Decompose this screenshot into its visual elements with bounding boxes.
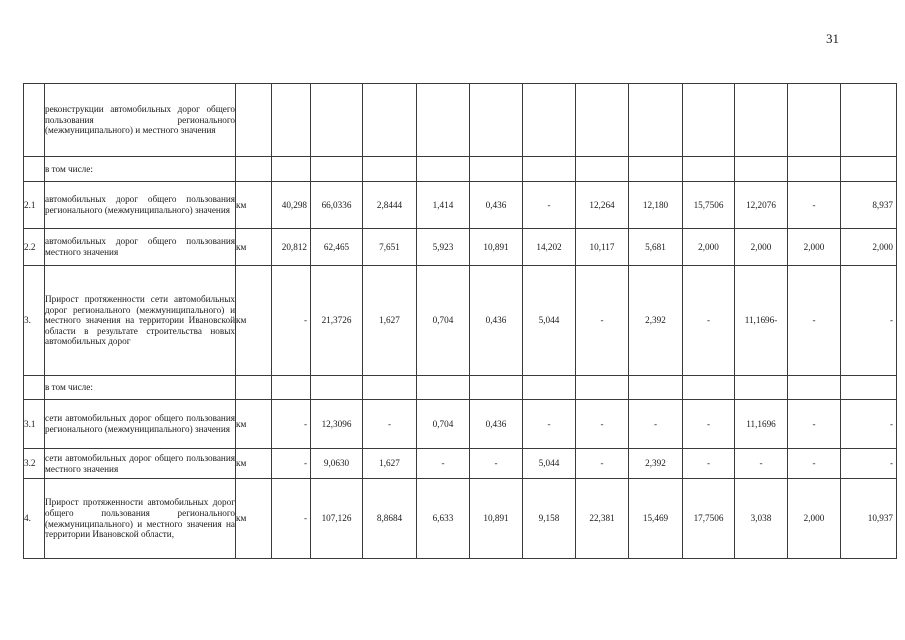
value-cell bbox=[576, 376, 629, 400]
value-cell bbox=[523, 157, 576, 182]
value-cell: 62,465 bbox=[311, 229, 363, 266]
value-cell bbox=[311, 84, 363, 157]
row-unit-cell: км bbox=[236, 182, 272, 229]
value-cell: - bbox=[576, 266, 629, 376]
row-unit-cell: км bbox=[236, 229, 272, 266]
row-description-cell: автомобильных дорог общего пользования регионального (межмуниципального) значения bbox=[45, 182, 236, 229]
value-cell: 2,000 bbox=[788, 479, 841, 559]
row-number-cell bbox=[24, 376, 45, 400]
value-cell: 22,381 bbox=[576, 479, 629, 559]
value-cell: - bbox=[841, 266, 897, 376]
value-cell bbox=[841, 84, 897, 157]
value-cell: - bbox=[735, 449, 788, 479]
value-cell: 14,202 bbox=[523, 229, 576, 266]
value-cell: - bbox=[272, 449, 311, 479]
table-row bbox=[24, 376, 897, 400]
value-cell: 15,7506 bbox=[683, 182, 735, 229]
row-unit-cell bbox=[236, 157, 272, 182]
value-cell: - bbox=[272, 479, 311, 559]
value-cell: - bbox=[523, 182, 576, 229]
row-unit-cell: км bbox=[236, 479, 272, 559]
value-cell: 12,2076 bbox=[735, 182, 788, 229]
value-cell bbox=[841, 376, 897, 400]
table-row bbox=[24, 449, 897, 479]
row-unit-cell bbox=[236, 84, 272, 157]
value-cell: - bbox=[363, 400, 417, 449]
value-cell bbox=[683, 84, 735, 157]
value-cell bbox=[311, 157, 363, 182]
value-cell bbox=[523, 376, 576, 400]
row-number-cell bbox=[24, 157, 45, 182]
row-description-cell: сети автомобильных дорог общего пользования регионального (межмуниципального) значения bbox=[45, 400, 236, 449]
value-cell bbox=[841, 157, 897, 182]
value-cell: - bbox=[683, 400, 735, 449]
table-row bbox=[24, 157, 897, 182]
row-number-cell: 4. bbox=[24, 479, 45, 559]
value-cell bbox=[272, 157, 311, 182]
value-cell: 12,3096 bbox=[311, 400, 363, 449]
value-cell bbox=[735, 157, 788, 182]
value-cell: 10,891 bbox=[470, 479, 523, 559]
value-cell bbox=[311, 376, 363, 400]
value-cell bbox=[629, 376, 683, 400]
value-cell: - bbox=[576, 400, 629, 449]
value-cell: 1,414 bbox=[417, 182, 470, 229]
value-cell bbox=[417, 157, 470, 182]
table-row bbox=[24, 182, 897, 229]
value-cell bbox=[683, 376, 735, 400]
row-number-cell: 3. bbox=[24, 266, 45, 376]
value-cell: 107,126 bbox=[311, 479, 363, 559]
value-cell: 0,436 bbox=[470, 182, 523, 229]
row-description-cell: в том числе: bbox=[45, 376, 236, 400]
value-cell: 8,937 bbox=[841, 182, 897, 229]
value-cell: 0,436 bbox=[470, 400, 523, 449]
value-cell: - bbox=[788, 449, 841, 479]
page-number: 31 bbox=[826, 31, 839, 46]
value-cell: 2,000 bbox=[788, 229, 841, 266]
value-cell bbox=[788, 157, 841, 182]
value-cell bbox=[417, 84, 470, 157]
value-cell: 2,392 bbox=[629, 449, 683, 479]
table-row bbox=[24, 266, 897, 376]
value-cell: 2,392 bbox=[629, 266, 683, 376]
row-number-cell: 2.2 bbox=[24, 229, 45, 266]
value-cell bbox=[470, 376, 523, 400]
value-cell: - bbox=[470, 449, 523, 479]
value-cell bbox=[470, 84, 523, 157]
value-cell: 0,436 bbox=[470, 266, 523, 376]
value-cell: - bbox=[272, 400, 311, 449]
value-cell: 8,8684 bbox=[363, 479, 417, 559]
row-unit-cell bbox=[236, 376, 272, 400]
table-row bbox=[24, 400, 897, 449]
value-cell bbox=[363, 157, 417, 182]
table-row bbox=[24, 84, 897, 157]
value-cell: 66,0336 bbox=[311, 182, 363, 229]
value-cell: 5,044 bbox=[523, 266, 576, 376]
value-cell bbox=[576, 84, 629, 157]
value-cell bbox=[683, 157, 735, 182]
row-unit-cell: км bbox=[236, 449, 272, 479]
value-cell: 3,038 bbox=[735, 479, 788, 559]
row-description-cell: в том числе: bbox=[45, 157, 236, 182]
value-cell: 11,1696 bbox=[735, 400, 788, 449]
row-number-cell: 2.1 bbox=[24, 182, 45, 229]
value-cell: 9,158 bbox=[523, 479, 576, 559]
value-cell bbox=[417, 376, 470, 400]
value-cell bbox=[363, 84, 417, 157]
value-cell: - bbox=[788, 400, 841, 449]
row-unit-cell: км bbox=[236, 400, 272, 449]
value-cell: - bbox=[683, 449, 735, 479]
value-cell: 5,681 bbox=[629, 229, 683, 266]
value-cell: - bbox=[788, 266, 841, 376]
table-row bbox=[24, 479, 897, 559]
value-cell: - bbox=[841, 400, 897, 449]
value-cell: 11,1696- bbox=[735, 266, 788, 376]
value-cell: 2,8444 bbox=[363, 182, 417, 229]
value-cell: 10,891 bbox=[470, 229, 523, 266]
value-cell: 2,000 bbox=[683, 229, 735, 266]
value-cell bbox=[576, 157, 629, 182]
value-cell bbox=[788, 84, 841, 157]
row-description-cell: Прирост протяженности сети автомобильных дорог регионального (межмуниципального) и местного значения на территории Ивановской области в результате строительства новых автомобильных дорог bbox=[45, 266, 236, 376]
value-cell bbox=[735, 376, 788, 400]
row-number-cell: 3.2 bbox=[24, 449, 45, 479]
value-cell: - bbox=[417, 449, 470, 479]
value-cell: 20,812 bbox=[272, 229, 311, 266]
value-cell: - bbox=[841, 449, 897, 479]
value-cell bbox=[272, 376, 311, 400]
value-cell: 5,923 bbox=[417, 229, 470, 266]
table-row bbox=[24, 229, 897, 266]
value-cell bbox=[363, 376, 417, 400]
value-cell: 12,180 bbox=[629, 182, 683, 229]
value-cell: 2,000 bbox=[841, 229, 897, 266]
value-cell bbox=[523, 84, 576, 157]
value-cell: 1,627 bbox=[363, 266, 417, 376]
value-cell: 9,0630 bbox=[311, 449, 363, 479]
value-cell: 15,469 bbox=[629, 479, 683, 559]
value-cell: - bbox=[629, 400, 683, 449]
row-number-cell: 3.1 bbox=[24, 400, 45, 449]
value-cell: 10,117 bbox=[576, 229, 629, 266]
value-cell: 21,3726 bbox=[311, 266, 363, 376]
value-cell: - bbox=[523, 400, 576, 449]
value-cell bbox=[735, 84, 788, 157]
value-cell: 2,000 bbox=[735, 229, 788, 266]
value-cell: - bbox=[683, 266, 735, 376]
value-cell bbox=[788, 376, 841, 400]
row-unit-cell: км bbox=[236, 266, 272, 376]
value-cell: 10,937 bbox=[841, 479, 897, 559]
value-cell bbox=[629, 84, 683, 157]
value-cell: 40,298 bbox=[272, 182, 311, 229]
value-cell: 5,044 bbox=[523, 449, 576, 479]
road-length-table bbox=[23, 83, 897, 559]
row-description-cell: автомобильных дорог общего пользования местного значения bbox=[45, 229, 236, 266]
value-cell: 17,7506 bbox=[683, 479, 735, 559]
value-cell: - bbox=[576, 449, 629, 479]
row-description-cell: Прирост протяженности автомобильных дорог общего пользования регионального (межмуниципального) и местного значения на территории Ивановской области, bbox=[45, 479, 236, 559]
value-cell bbox=[629, 157, 683, 182]
row-number-cell bbox=[24, 84, 45, 157]
value-cell: - bbox=[272, 266, 311, 376]
value-cell: 1,627 bbox=[363, 449, 417, 479]
row-description-cell: реконструкции автомобильных дорог общего пользования регионального (межмуниципального) и местного значения bbox=[45, 84, 236, 157]
row-description-cell: сети автомобильных дорог общего пользования местного значения bbox=[45, 449, 236, 479]
value-cell: 7,651 bbox=[363, 229, 417, 266]
value-cell bbox=[470, 157, 523, 182]
value-cell: 6,633 bbox=[417, 479, 470, 559]
value-cell bbox=[272, 84, 311, 157]
value-cell: 0,704 bbox=[417, 266, 470, 376]
value-cell: - bbox=[788, 182, 841, 229]
value-cell: 0,704 bbox=[417, 400, 470, 449]
value-cell: 12,264 bbox=[576, 182, 629, 229]
